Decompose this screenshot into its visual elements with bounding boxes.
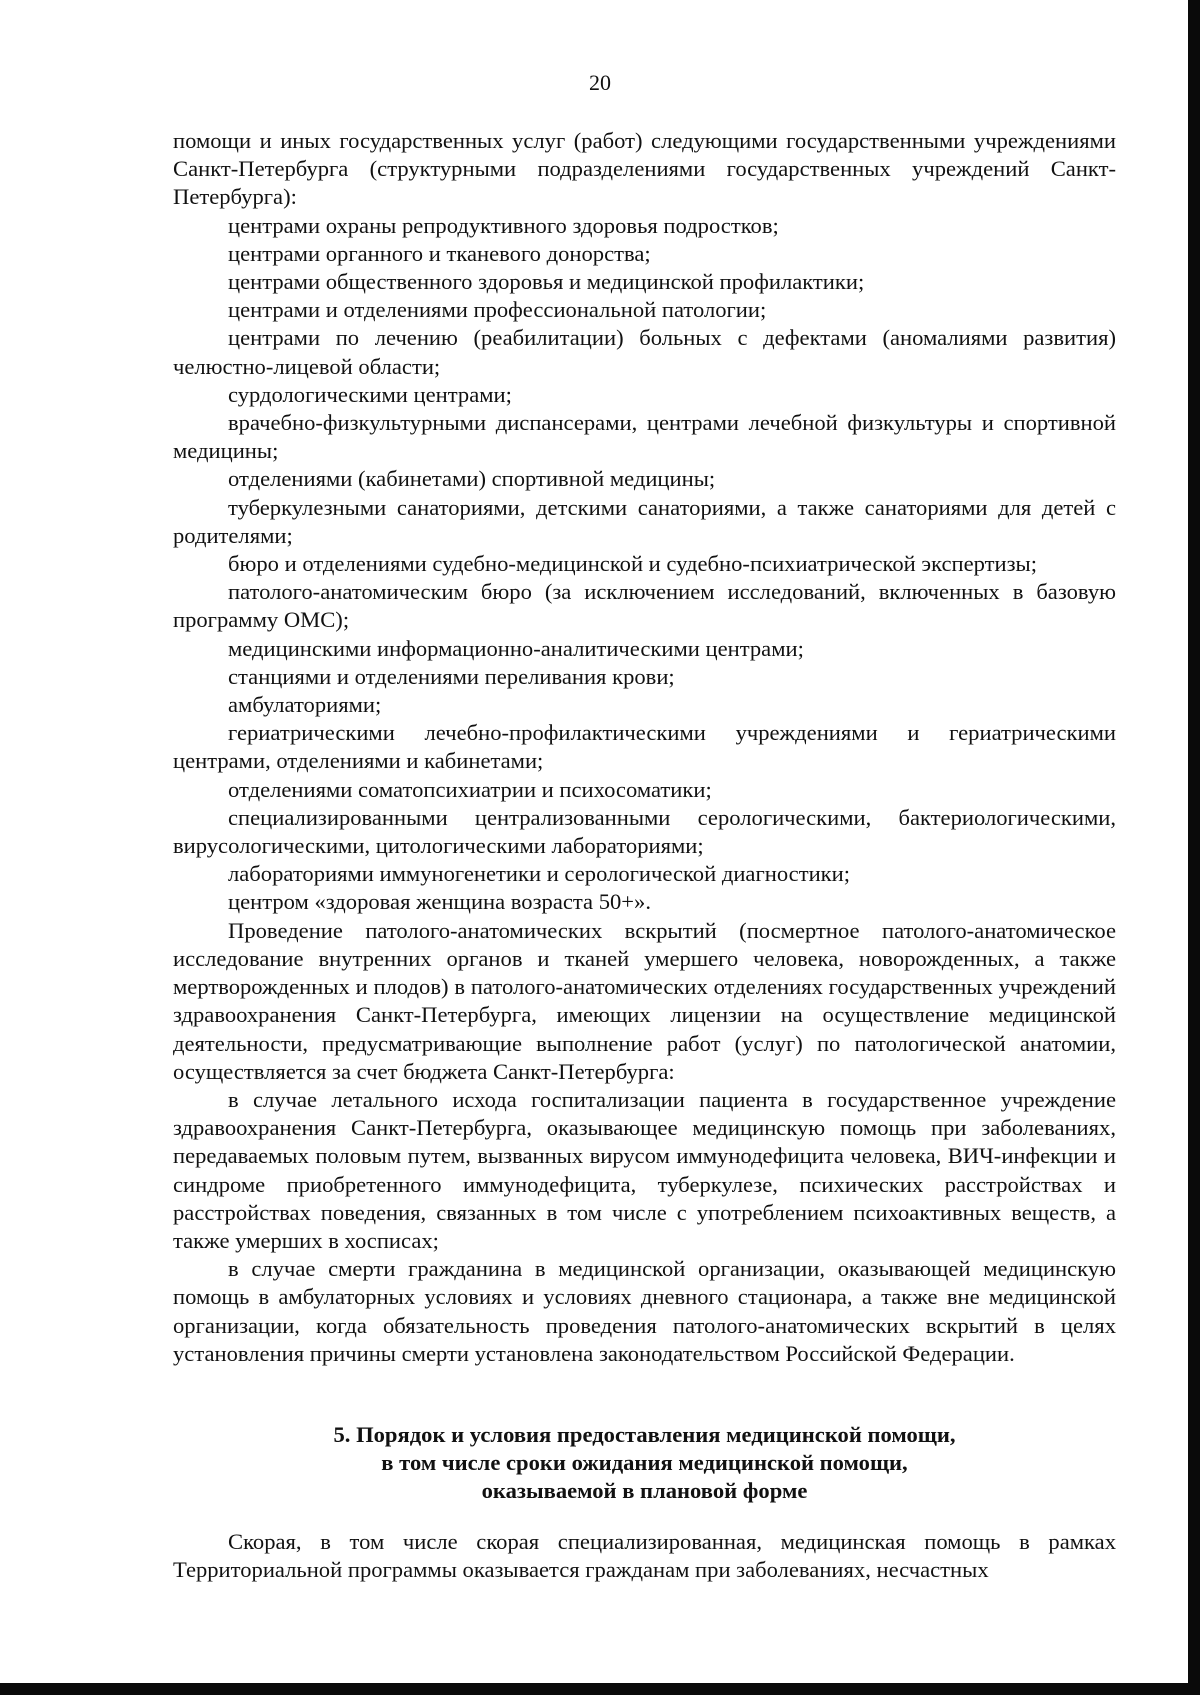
list-item: врачебно-физкультурными диспансерами, центрами лечебной физкультуры и спортивной медицины; bbox=[173, 410, 1116, 464]
list-item: отделениями соматопсихиатрии и психосоматики; bbox=[228, 776, 712, 802]
paragraph: в случае смерти гражданина в медицинской организации, оказывающей медицинскую помощь в амбулаторных условиях и условиях дневного стационара, а также вне медицинской организации, когда обязательность проведения патолого-анатомических вскрытий в целях установления причины смерти установлена законодательством Российской Федерации. bbox=[173, 1256, 1116, 1366]
section-heading-line: оказываемой в плановой форме bbox=[481, 1478, 808, 1504]
page-number: 20 bbox=[589, 70, 611, 95]
list-item: центрами органного и тканевого донорства; bbox=[228, 240, 651, 266]
paragraph: Проведение патолого-анатомических вскрытий (посмертное патолого-анатомическое исследование внутренних органов и тканей умершего человека, новорожденных, а также мертворожденных и плодов) в патолого-анатомических отделениях государственных учреждений здравоохранения Санкт-Петербурга, имеющих лицензии на осуществление медицинской деятельности, предусматривающие выполнение работ (услуг) по патологической анатомии, осуществляется за счет бюджета Санкт-Петербурга: bbox=[173, 917, 1116, 1084]
section-heading bbox=[173, 1421, 1116, 1506]
list-item: туберкулезными санаториями, детскими санаториями, а также санаториями для детей с родителями; bbox=[173, 494, 1116, 548]
section-heading-line: в том числе сроки ожидания медицинской помощи, bbox=[381, 1450, 908, 1476]
list-item: центром «здоровая женщина возраста 50+». bbox=[228, 889, 651, 915]
list-item: гериатрическими лечебно-профилактическими учреждениями и гериатрическими центрами, отделениями и кабинетами; bbox=[173, 720, 1116, 774]
paragraph: Скорая, в том числе скорая специализированная, медицинская помощь в рамках Территориальной программы оказывается гражданам при заболеваниях, несчастных bbox=[173, 1529, 1116, 1583]
section-body bbox=[173, 1528, 1116, 1584]
list-item: амбулаториями; bbox=[228, 692, 382, 718]
list-item: медицинскими информационно-аналитическими центрами; bbox=[228, 635, 804, 661]
list-item: центрами общественного здоровья и медицинской профилактики; bbox=[228, 269, 865, 295]
list-item: центрами и отделениями профессиональной патологии; bbox=[228, 297, 767, 323]
paragraph: в случае летального исхода госпитализации пациента в государственное учреждение здравоохранения Санкт-Петербурга, оказывающее медицинскую помощь при заболеваниях, передаваемых половым путем, вызванных вирусом иммунодефицита человека, ВИЧ-инфекции и синдроме приобретенного иммунодефицита, туберкулезе, психических расстройствах и расстройствах поведения, связанных в том числе с употреблением психоактивных веществ, а также умерших в хосписах; bbox=[173, 1086, 1116, 1253]
list-item: отделениями (кабинетами) спортивной медицины; bbox=[228, 466, 716, 492]
list-item: центрами по лечению (реабилитации) больных с дефектами (аномалиями развития) челюстно-лицевой области; bbox=[173, 325, 1116, 379]
section-heading-line: 5. Порядок и условия предоставления медицинской помощи, bbox=[333, 1422, 956, 1447]
list-item: специализированными централизованными серологическими, бактериологическими, вирусологическими, цитологическими лабораториями; bbox=[173, 804, 1116, 859]
list-item: лабораториями иммуногенетики и серологической диагностики; bbox=[228, 861, 851, 887]
list-item: сурдологическими центрами; bbox=[228, 381, 512, 407]
document-body bbox=[173, 127, 1116, 1368]
scan-border-bottom bbox=[0, 1683, 1200, 1695]
list-item: центрами охраны репродуктивного здоровья подростков; bbox=[228, 212, 779, 238]
paragraph: помощи и иных государственных услуг (работ) следующими государственными учреждениями Санкт-Петербурга (структурными подразделениями государственных учреждений Санкт-Петербурга): bbox=[173, 128, 1116, 210]
list-item: станциями и отделениями переливания крови; bbox=[228, 663, 675, 689]
list-item: патолого-анатомическим бюро (за исключением исследований, включенных в базовую программу ОМС); bbox=[173, 579, 1116, 633]
scan-border-right bbox=[1188, 0, 1200, 1695]
list-item: бюро и отделениями судебно-медицинской и судебно-психиатрической экспертизы; bbox=[228, 551, 1037, 577]
